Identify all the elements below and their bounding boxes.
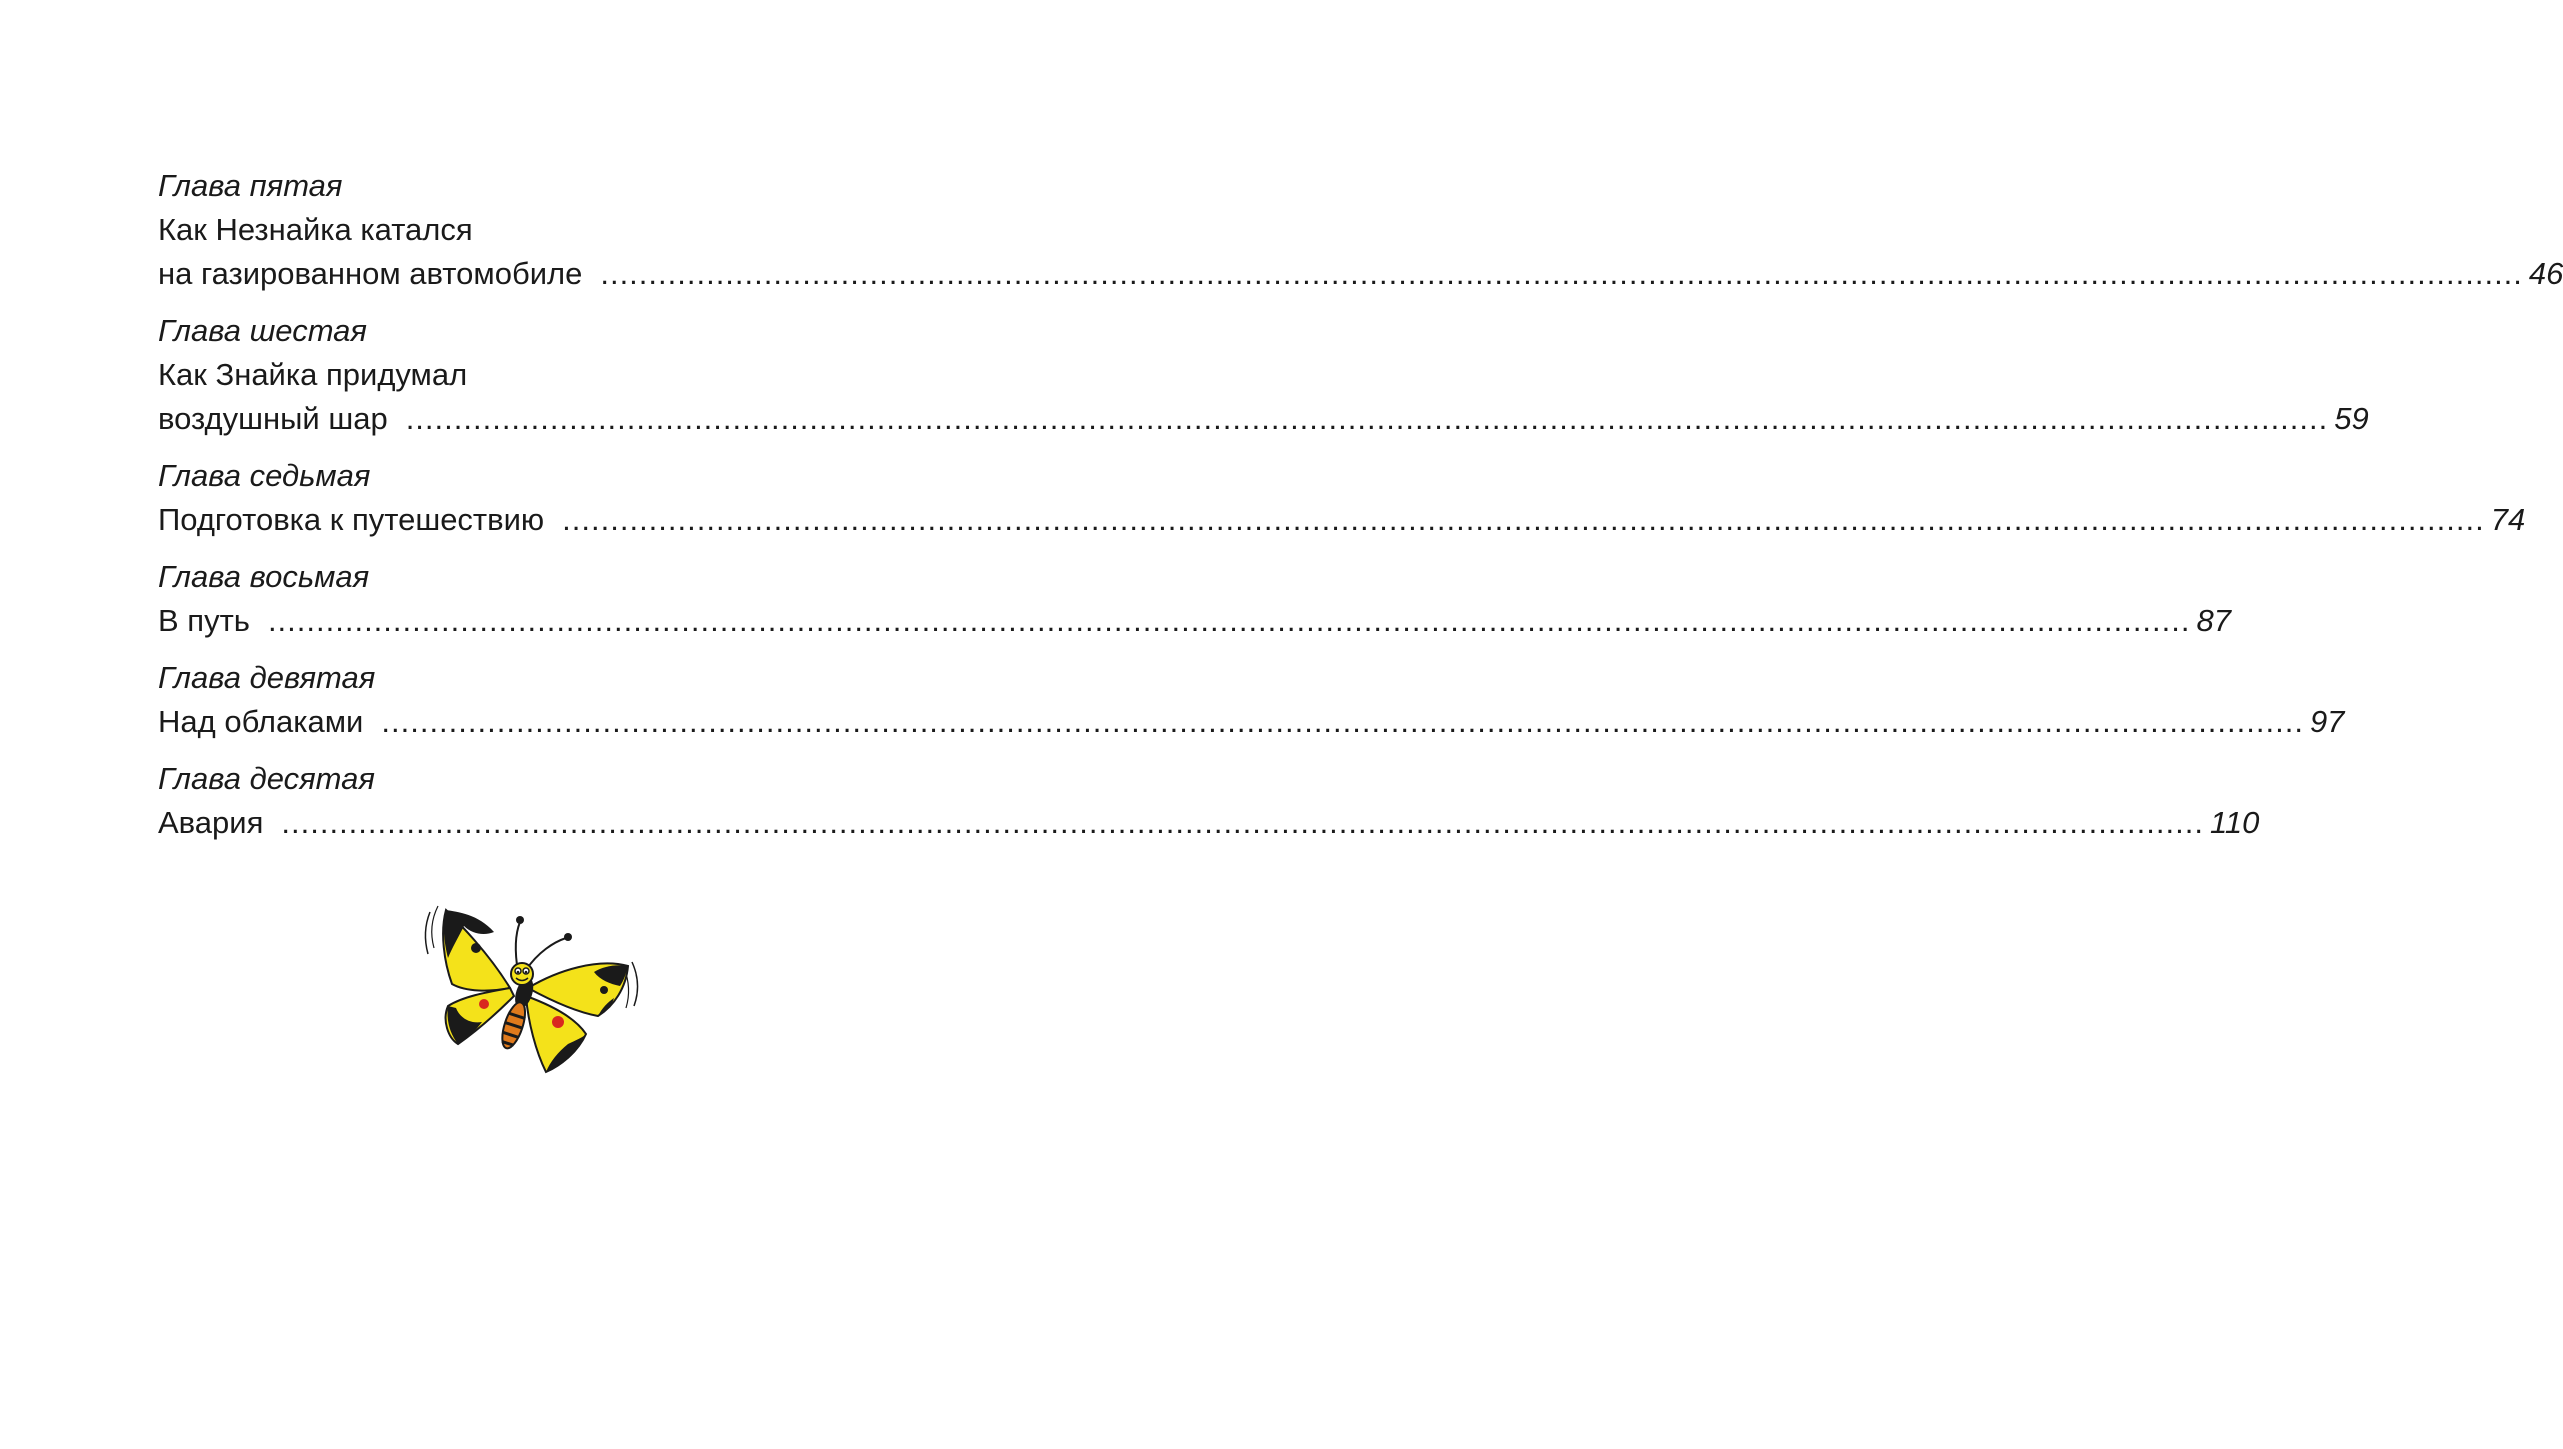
page-number: 46 [2528,256,2563,291]
table-of-contents [158,164,2563,858]
chapter-title-row [158,801,2260,845]
chapter-label: Глава десятая [158,761,375,796]
chapter-title: Подготовка к путешествию [158,502,545,537]
chapter-title-row [158,498,2526,542]
page-number: 87 [2196,603,2231,638]
chapter-title: Над облаками [158,704,364,739]
chapter-title-row [158,397,2369,441]
toc-entry [158,309,2369,441]
toc-entry [158,164,2563,296]
butterfly-icon [418,892,646,1082]
dot-leader: ........................................................................................................................................................................................................ [267,603,2191,638]
chapter-title: Авария [158,805,264,840]
chapter-title-row [158,700,2345,744]
chapter-title-row [158,252,2563,296]
chapter-label: Глава седьмая [158,458,371,493]
dot-leader: ........................................................................................................................................................................................................ [562,502,2485,537]
chapter-label: Глава пятая [158,168,343,203]
page-number: 74 [2490,502,2526,537]
dot-leader: ........................................................................................................................................................................................................ [600,256,2523,291]
chapter-title: на газированном автомобиле [158,256,583,291]
chapter-title-line: Как Незнайка катался [158,212,473,247]
chapter-title-row [158,599,2231,643]
dot-leader: ........................................................................................................................................................................................................ [281,805,2204,840]
toc-entry [158,656,2345,744]
chapter-title-line: Как Знайка придумал [158,357,468,392]
chapter-label: Глава шестая [158,313,367,348]
dot-leader: ........................................................................................................................................................................................................ [405,401,2329,436]
dot-leader: ........................................................................................................................................................................................................ [381,704,2304,739]
toc-entry [158,757,2260,845]
toc-entry [158,454,2526,542]
chapter-title: В путь [158,603,250,638]
chapter-label: Глава восьмая [158,559,370,594]
page-number: 110 [2209,805,2260,840]
page-number: 97 [2309,704,2345,739]
chapter-title: воздушный шар [158,401,388,436]
chapter-label: Глава девятая [158,660,376,695]
toc-entry [158,555,2231,643]
page-number: 59 [2334,401,2369,436]
